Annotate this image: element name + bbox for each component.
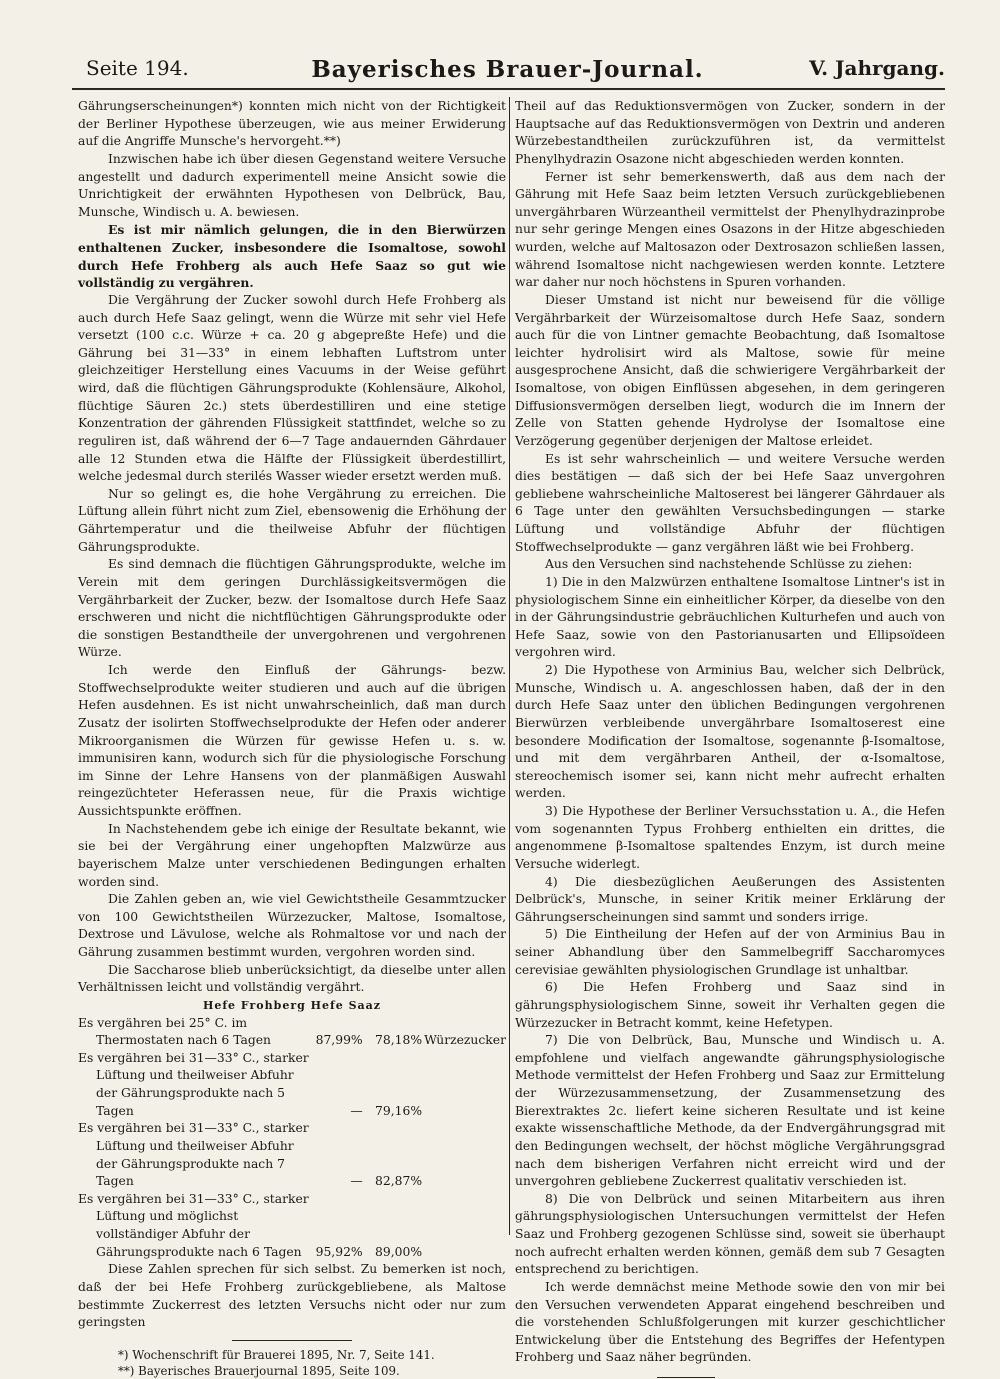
footnote: *) Wochenschrift für Brauerei 1895, Nr. 7, Seite 141. (118, 1347, 435, 1362)
row-label: Es vergähren bei 31—33° C., starker Lüftung und möglichst vollständiger Abfuhr der Gährungsprodukte nach 6 Tagen (78, 1191, 309, 1259)
unit-label: Würzezucker (424, 1033, 506, 1048)
table-row (78, 1120, 506, 1191)
conclusion-item: 5) Die Eintheilung der Hefen auf der von Arminius Bau in seiner Abhandlung über den Sammelbegriff Saccharomyces cerevisiae gewählten physiologischen Grundlage ist unhaltbar. (515, 927, 945, 977)
frohberg-value: — (350, 1103, 363, 1118)
results-table (78, 997, 506, 1261)
column-divider (509, 97, 510, 1235)
paragraph: Ferner ist sehr bemerkenswerth, daß aus dem nach der Gährung mit Hefe Saaz beim letzten Versuch zurückgebliebenen unvergährbaren Würzeantheil vermittelst der Phenylhydrazinprobe nur sehr geringe Mengen eines Osazons in der Hitze abgeschieden wurden, welche auf Maltosazon oder Dextrosazon schließen lassen, während Isomaltose nicht nachgewiesen werden konnte. Letztere war daher nur noch höchstens in Spuren vorhanden. (515, 169, 945, 290)
footnote: **) Bayerisches Brauerjournal 1895, Seite 109. (118, 1363, 400, 1378)
saaz-value: 78,18% (375, 1033, 423, 1048)
row-label: Es vergähren bei 31—33° C., starker Lüftung und theilweiser Abfuhr der Gährungsprodukte nach 5 Tagen (78, 1050, 309, 1118)
frohberg-value: 87,99% (315, 1033, 363, 1048)
saaz-value: 82,87% (375, 1174, 423, 1189)
table-row (78, 1191, 506, 1262)
left-column (78, 98, 506, 1378)
footnote-rule (232, 1340, 352, 1341)
saaz-value: 89,00% (375, 1244, 423, 1259)
conclusion-item: 3) Die Hypothese der Berliner Versuchsstation u. A., die Hefen vom sogenannten Typus Frohberg enthielten ein drittes, die angenommene β-Isomaltose spaltendes Enzym, ist durch meine Versuche widerlegt. (515, 804, 945, 871)
paragraph: Theil auf das Reduktionsvermögen von Zucker, sondern in der Hauptsache auf das Reduktionsvermögen von Dextrin und anderen Würzebestandtheilen zurückzuführen ist, da vermittelst Phenylhydrazin Osazone nicht abgeschieden werden konnten. (515, 99, 945, 166)
paragraph: Ich werde den Einfluß der Gährungs- bezw. Stoffwechselprodukte weiter studieren und auch auf die übrigen Hefen ausdehnen. Es ist nicht unwahrscheinlich, daß man durch Zusatz der isolirten Stoffwechselprodukte der Hefen oder anderer Mikroorganismen die Würzen für gewisse Hefen u. s. w. immunisiren kann, wodurch sich für die physiologische Forschung im Sinne der Lehre Hansens von der planmäßigen Auswahl reingezüchteter Heferassen neue, für die Praxis wichtige Aussichtspunkte eröffnen. (78, 663, 506, 818)
table-header: Hefe Frohberg Hefe Saaz (202, 998, 382, 1012)
frohberg-value: — (350, 1174, 363, 1189)
end-rule (657, 1377, 715, 1378)
paragraph: Gährungserscheinungen*) konnten mich nicht von der Richtigkeit der Berliner Hypothese überzeugen, wie aus meiner Erwiderung auf die Angriffe Munsche's hervorgeht.**) (78, 99, 506, 149)
paragraph: Die Saccharose blieb unberücksichtigt, da dieselbe unter allen Verhältnissen leicht und vollständig vergährt. (78, 962, 506, 995)
conclusion-item: 8) Die von Delbrück und seinen Mitarbeitern aus ihren gährungsphysiologischen Untersuchungen vermittelst der Hefen Saaz und Frohberg gezogenen Schlüsse sind, soweit sie überhaupt noch aufrecht erhalten werden können, gemäß dem sub 7 Gesagten entsprechend zu berichtigen. (515, 1191, 945, 1277)
table-row (78, 1015, 506, 1050)
conclusion-item: 7) Die von Delbrück, Bau, Munsche und Windisch u. A. empfohlene und vielfach angewandte gährungsphysiologische Methode vermittelst der Hefen Frohberg und Saaz zur Ermittelung der Würzezusammensetzung, der Zusammensetzung des Bierextraktes 2c. liefert keine sicheren Resultate und ist keine exakte wissenschaftliche Methode, da der Endvergährungsgrad mit den Bedingungen wechselt, der höchst mögliche Vergährungsgrad nach dem bisherigen Verfahren nicht erreicht wird und der unvergohren gebliebene Zuckerrest qualitativ verschieden ist. (515, 1033, 945, 1189)
paragraph: Inzwischen habe ich über diesen Gegenstand weitere Versuche angestellt und dadurch experimentell meine Ansicht sowie die Unrichtigkeit der erwähnten Hypothesen von Delbrück, Bau, Munsche, Windisch u. A. bewiesen. (78, 151, 506, 219)
row-label: Es vergähren bei 31—33° C., starker Lüftung und theilweiser Abfuhr der Gährungsprodukte nach 7 Tagen (78, 1121, 309, 1189)
paragraph: Es ist sehr wahrscheinlich — und weitere Versuche werden dies bestätigen — daß sich der bei Hefe Saaz unvergohren gebliebene wahrscheinliche Maltoserest bei längerer Gährdauer als 6 Tage unter den gewählten Versuchsbedingungen — starke Lüftung und vollständige Abfuhr der flüchtigen Stoffwechselprodukte — ganz vergähren läßt wie bei Frohberg. (515, 451, 945, 554)
header-rule (72, 88, 945, 90)
paragraph: Diese Zahlen sprechen für sich selbst. Zu bemerken ist noch, daß der bei Hefe Frohberg zurückgebliebene, als Maltose bestimmte Zuckerrest des letzten Versuchs nicht oder nur zum geringsten (78, 1262, 506, 1330)
right-column (515, 98, 945, 1365)
conclusion-item: 1) Die in den Malzwürzen enthaltene Isomaltose Lintner's ist in physiologischem Sinne ein einheitlicher Körper, da dieselbe von den in der Gährungsindustrie gebräuchlichen Kulturhefen und auch von Hefe Saaz, sowie von den Pastorianusarten und Ellipsoïdeen vergohren wird. (515, 574, 945, 660)
table-row (78, 1050, 506, 1121)
conclusion-item: 4) Die diesbezüglichen Aeußerungen des Assistenten Delbrück's, Munsche, in seiner Kritik meiner Erklärung der Gährungserscheinungen sind sammt und sonders irrige. (515, 874, 945, 924)
unit-label (422, 1050, 506, 1121)
journal-title: Bayerisches Brauer-Journal. (311, 56, 704, 83)
paragraph: In Nachstehendem gebe ich einige der Resultate bekannt, wie sie bei der Vergährung einer ungehopften Malzwürze aus bayerischem Malze unter verschiedenen Bedingungen erhalten worden sind. (78, 821, 506, 889)
paragraph: Die Zahlen geben an, wie viel Gewichtstheile Gesammtzucker von 100 Gewichtstheilen Würzezucker, Maltose, Isomaltose, Dextrose und Lävulose, welche als Rohmaltose vor und nach der Gährung zusammen bestimmt wurden, vergohren worden sind. (78, 892, 506, 959)
unit-label (422, 1120, 506, 1191)
volume-label: V. Jahrgang. (809, 56, 945, 80)
table-header-row (78, 997, 506, 1015)
conclusion-item: 2) Die Hypothese von Arminius Bau, welcher sich Delbrück, Munsche, Windisch u. A. angeschlossen haben, daß der in den durch Hefe Saaz unter den üblichen Bedingungen vergohrenen Bierwürzen verbleibende unvergährbare Isomaltoserest eine besondere Modification der Isomaltose, sogenannte β-Isomaltose, und mit dem vergährbaren Antheil, der α-Isomaltose, stereochemisch isomer sei, kann nicht mehr aufrecht erhalten werden. (515, 663, 945, 801)
frohberg-value: 95,92% (315, 1244, 363, 1259)
page-number: Seite 194. (86, 56, 189, 80)
paragraph-bold: Es ist mir nämlich gelungen, die in den Bierwürzen enthaltenen Zucker, insbesondere die Isomaltose, sowohl durch Hefe Frohberg als auch Hefe Saaz so gut wie vollständig zu vergähren. (78, 222, 506, 291)
paragraph: Es sind demnach die flüchtigen Gährungsprodukte, welche im Verein mit dem geringen Durchlässigkeitsvermögen die Vergährbarkeit der Zucker, bezw. der Isomaltose durch Hefe Saaz erschweren und nicht die nichtflüchtigen Gährungsprodukte oder die sonstigen Bestandtheile der unvergohrenen und vergohrenen Würze. (78, 557, 506, 660)
row-label: Es vergähren bei 25° C. im Thermostaten nach 6 Tagen (78, 1015, 271, 1048)
paragraph: Ich werde demnächst meine Methode sowie den von mir bei den Versuchen verwendeten Apparat eingehend beschreiben und die vorstehenden Schlußfolgerungen mit kurzer geschichtlicher Entwickelung über die Entstehung des Begriffes der Hefentypen Frohberg und Saaz näher begründen. (515, 1279, 945, 1365)
unit-label (422, 1191, 506, 1262)
page-header (70, 56, 945, 88)
saaz-value: 79,16% (375, 1103, 423, 1118)
paragraph: Aus den Versuchen sind nachstehende Schlüsse zu ziehen: (545, 557, 913, 572)
paragraph: Die Vergährung der Zucker sowohl durch Hefe Frohberg als auch durch Hefe Saaz gelingt, wenn die Würze mit sehr viel Hefe versetzt (100 c.c. Würze + ca. 20 g abgepreßte Hefe) und die Gährung bei 31—33° in einem lebhaften Luftstrom unter gleichzeitiger Herstellung eines Vacuums in der Weise geführt wird, daß die flüchtigen Gährungsprodukte (Kohlensäure, Alkohol, flüchtige Säuren 2c.) stets überdestilliren und eine stetige Konzentration der gährenden Flüssigkeit stattfindet, welche so zu reguliren ist, daß während der 6—7 Tage andauernden Gährdauer alle 12 Stunden etwa die Hälfte der Flüssigkeit überdestillirt, welche jedesmal durch sterilés Wasser wieder ersetzt werden muß. (78, 292, 506, 484)
conclusion-item: 6) Die Hefen Frohberg und Saaz sind in gährungsphysiologischem Sinne, soweit ihr Verhalten gegen die Würzezucker in Betracht kommt, keine Hefetypen. (515, 980, 945, 1030)
paragraph: Nur so gelingt es, die hohe Vergährung zu erreichen. Die Lüftung allein führt nicht zum Ziel, ebensowenig die Erhöhung der Gährtemperatur und die theilweise Abfuhr der flüchtigen Gährungsprodukte. (78, 486, 506, 554)
paragraph: Dieser Umstand ist nicht nur beweisend für die völlige Vergährbarkeit der Würzeisomaltose durch Hefe Saaz, sondern auch für die von Lintner gemachte Beobachtung, daß Isomaltose leichter hydrolisirt wird als Maltose, sowie für meine ausgesprochene Ansicht, daß die schwierigere Vergährbarkeit der Isomaltose, von obigen Einflüssen abgesehen, in dem geringeren Diffusionsvermögen derselben liegt, wodurch die im Innern der Zelle von Statten gehende Hydrolyse der Isomaltose eine Verzögerung gegenüber derjenigen der Maltose erleidet. (515, 292, 945, 448)
